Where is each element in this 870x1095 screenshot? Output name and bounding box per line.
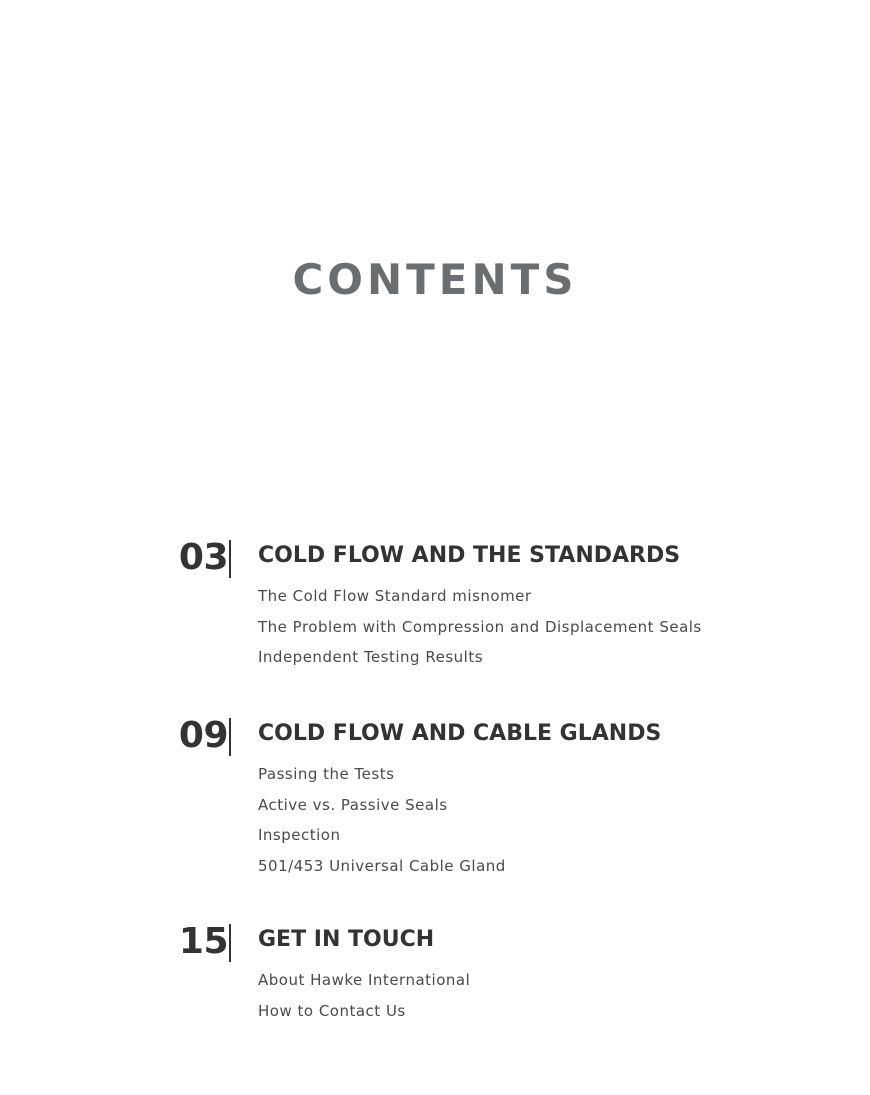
toc-item[interactable]: The Cold Flow Standard misnomer xyxy=(258,587,532,605)
toc-item[interactable]: Inspection xyxy=(258,826,341,844)
section-divider xyxy=(229,540,231,578)
section-heading[interactable]: COLD FLOW AND CABLE GLANDS xyxy=(258,721,662,746)
toc-item[interactable]: How to Contact Us xyxy=(258,1001,406,1020)
toc-item[interactable]: 501/453 Universal Cable Gland xyxy=(258,856,506,875)
section-heading[interactable]: GET IN TOUCH xyxy=(258,927,435,952)
toc-item[interactable]: Active vs. Passive Seals xyxy=(258,795,448,814)
toc-item[interactable]: The Problem with Compression and Displacement Seals xyxy=(258,617,702,636)
toc-item[interactable]: Independent Testing Results xyxy=(258,648,484,666)
section-item-list xyxy=(258,581,702,673)
section-heading[interactable]: COLD FLOW AND THE STANDARDS xyxy=(258,543,681,568)
section-item-list xyxy=(258,965,470,1026)
section-page-number[interactable]: 15 xyxy=(178,921,228,962)
page-title: CONTENTS xyxy=(292,255,578,304)
section-page-number[interactable]: 09 xyxy=(178,715,228,756)
toc-item[interactable]: About Hawke International xyxy=(258,971,471,989)
section-divider xyxy=(229,718,231,756)
section-page-number[interactable]: 03 xyxy=(178,537,228,578)
toc-item[interactable]: Passing the Tests xyxy=(258,765,395,783)
section-divider xyxy=(229,924,231,962)
section-item-list xyxy=(258,759,506,881)
